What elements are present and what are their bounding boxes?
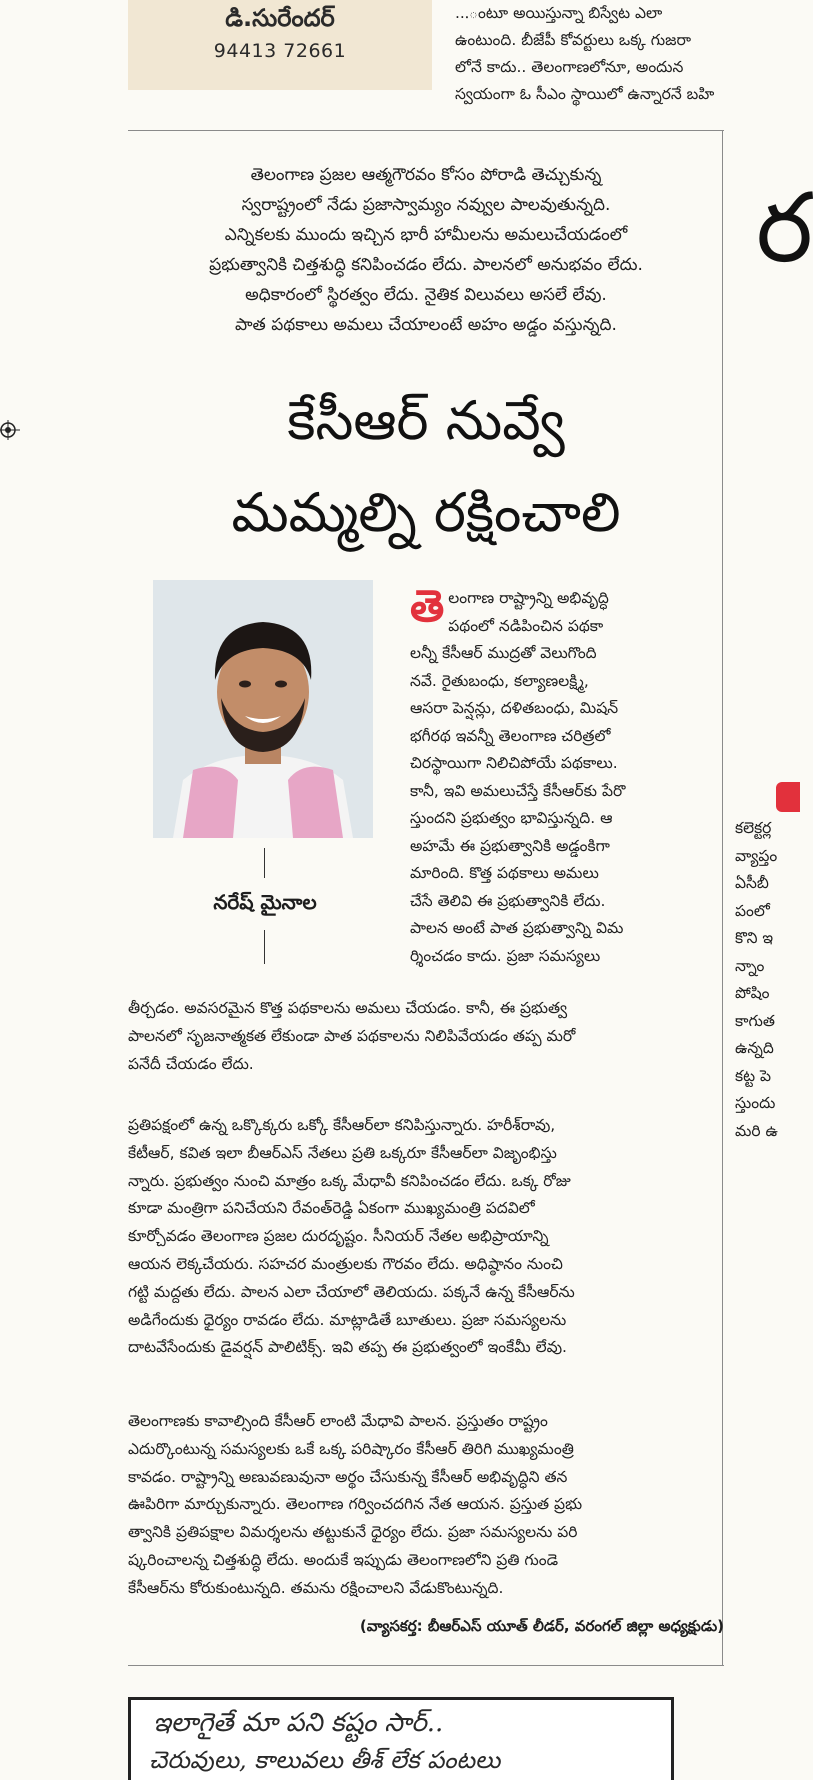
paragraph-1 [128, 995, 724, 1078]
text-line: పంలో [735, 901, 770, 920]
text-line: కావడం. రాష్ట్రాన్ని అణువణువునా అర్థం చేసుకున్న కేసీఆర్ అభివృద్ధిని తన [128, 1467, 568, 1486]
text-line: ఏసీబీ [735, 874, 769, 892]
text-line: స్వయంగా ఓ సీఎం స్థాయిలో ఉన్నారనే బహి [455, 85, 715, 103]
text-line: స్తుందని ప్రభుత్వం భావిస్తున్నది. ఆ [410, 809, 613, 827]
intro-line: అధికారంలో స్థిరత్వం లేదు. నైతిక విలువలు అసలే లేవు. [245, 285, 607, 305]
text-line: తెలంగాణకు కావాల్సింది కేసీఆర్ లాంటి మేధావి పాలన. ప్రస్తుతం రాష్ట్రం [128, 1412, 548, 1430]
headline-line: కేసీఆర్ నువ్వే [287, 389, 565, 452]
text-line: కేసీఆర్‌ను కోరుకుంటున్నది. తమను రక్షించాలని వేడుకొంటున్నది. [128, 1578, 504, 1597]
text-line: దాటవేసేందుకు డైవర్షన్ పాలిటిక్స్. ఇవి తప్ప ఈ ప్రభుత్వంలో ఇంకేమీ లేవు. [128, 1338, 567, 1357]
text-line: ఉన్నది [735, 1039, 774, 1057]
right-column-fragment [735, 815, 800, 1145]
text-line: కూర్చోవడం తెలంగాణ ప్రజల దురదృష్టం. సీనియర్ నేతల అభిప్రాయాన్ని [128, 1227, 549, 1246]
article-headline [128, 375, 724, 559]
text-line: ...ంటూ అయిస్తున్నా బిస్వేట ఎలా [455, 4, 663, 22]
text-line: మారింది. కొత్త పథకాలు అమలు [410, 864, 599, 882]
divider-top [128, 130, 724, 131]
text-line: అహమే ఈ ప్రభుత్వానికి అడ్డంకిగా [410, 836, 610, 855]
divider-bottom [128, 1665, 724, 1666]
text-line: వ్యాప్తం [735, 846, 778, 865]
text-line: న్నాం [735, 956, 765, 975]
article-intro [128, 160, 724, 340]
text-line: స్తుందు [735, 1094, 776, 1112]
text-line: ప్రతిపక్షంలో ఉన్న ఒక్కొక్కరు ఒక్కో కేసీఆర్‌లా కనిపిస్తున్నారు. హరీశ్‌రావు, [128, 1116, 556, 1134]
text-line: పథంలో నడిపించిన పథకా [448, 616, 604, 635]
cartoon-caption-line2: చెరువులు, కాలువలు తీశ్ లేక పంటలు [149, 1746, 501, 1774]
headline-line: మమ్మల్ని రక్షించాలి [231, 481, 621, 544]
top-right-text [455, 0, 800, 108]
paragraph-3 [128, 1408, 724, 1603]
text-line: పాలన అంటే పాత ప్రభుత్వాన్ని విమ [410, 919, 624, 937]
byline-rule-top [264, 848, 265, 878]
text-line: మరి ఉ [735, 1121, 778, 1140]
text-line: లన్నీ కేసీఆర్ ముద్రతో వెలుగొంది [410, 644, 597, 662]
text-line: త్వానికి ప్రతిపక్షాల విమర్శలను తట్టుకునే ధైర్యం లేదు. ప్రజా సమస్యలను పరి [128, 1523, 578, 1542]
author-phone: 94413 72661 [213, 40, 347, 62]
text-line: నవే. రైతుబంధు, కల్యాణలక్ష్మి, [410, 671, 589, 690]
registration-mark-icon [0, 420, 20, 440]
intro-line: ఎన్నికలకు ముందు ఇచ్చిన భారీ హామీలను అమలుచేయడంలో [224, 225, 628, 245]
text-line: తీర్చడం. అవసరమైన కొత్త పథకాలను అమలు చేయడం. కానీ, ఈ ప్రభుత్వ [128, 999, 568, 1017]
text-line: పోషిం [735, 984, 770, 1002]
author-photo [153, 580, 373, 838]
text-line: ష్కరించాలన్న చిత్తశుద్ధి లేదు. అందుకే ఇప్పుడు తెలంగాణలోని ప్రతి గుండె [128, 1550, 559, 1569]
author-name: డి.సురేందర్ [225, 4, 335, 32]
byline-rule-bottom [264, 930, 265, 964]
intro-line: ప్రభుత్వానికి చిత్తశుద్ధి కనిపించడం లేదు. పాలనలో అనుభవం లేదు. [209, 255, 643, 275]
article-column-text [410, 581, 690, 970]
text-line: ఉంటుంది. బీజేపీ కోవర్టులు ఒక్క గుజరా [455, 31, 691, 49]
dropcap: తె [410, 581, 445, 632]
author-box [128, 0, 432, 90]
text-line: చేసే తెలివి ఈ ప్రభుత్వానికి లేదు. [410, 891, 606, 910]
byline-name: నరేష్ మైనాల [213, 890, 317, 914]
text-line: కొని ఇ [735, 929, 774, 947]
intro-line: పాత పథకాలు అమలు చేయాలంటే అహం అడ్డం వస్తున్నది. [235, 315, 617, 335]
text-line: కలెక్టర్ల [735, 819, 772, 837]
text-line: కూడా మంత్రిగా పనిచేయని రేవంత్‌రెడ్డి ఏకంగా ముఖ్యమంత్రి పదవిలో [128, 1199, 535, 1218]
intro-line: స్వరాష్ట్రంలో నేడు ప్రజాస్వామ్యం నవ్వుల పాలవుతున్నది. [241, 195, 611, 215]
text-line: ఆయన లెక్కచేయరు. సహచర మంత్రులకు గౌరవం లేదు. అధిష్ఠానం నుంచి [128, 1254, 563, 1273]
right-dropcap-fragment [776, 782, 800, 812]
intro-line: తెలంగాణ ప్రజల ఆత్మగౌరవం కోసం పోరాడి తెచ్చుకున్న [250, 165, 602, 185]
text-line: లోనే కాదు.. తెలంగాణలోనూ, అందున [455, 58, 684, 76]
text-line: ఊపిరిగా మార్చుకున్నారు. తెలంగాణ గర్వించదగిన నేత ఆయన. ప్రస్తుత ప్రభు [128, 1495, 583, 1514]
text-line: భగీరథ ఇవన్నీ తెలంగాణ చరిత్రలో [410, 726, 611, 745]
text-line: లంగాణ రాష్ట్రాన్ని అభివృద్ధి [448, 589, 609, 607]
right-headline-fragment: ర [756, 172, 813, 284]
paragraph-2 [128, 1112, 724, 1362]
text-line: అడిగేందుకు ధైర్యం రావడం లేదు. మాట్లాడితే బూతులు. ప్రజా సమస్యలను [128, 1310, 567, 1329]
text-line: ఎదుర్కొంటున్న సమస్యలకు ఒకే ఒక్క పరిష్కారం కేసీఆర్ తిరిగి ముఖ్యమంత్రి [128, 1439, 574, 1458]
text-line: పాలనలో సృజనాత్మకత లేకుండా పాత పథకాలను నిలిపివేయడం తప్ప మరో [128, 1026, 576, 1045]
text-line: న్నారు. ప్రభుత్వం నుంచి మాత్రం ఒక్క మేధావీ కనిపించడం లేదు. ఒక్క రోజు [128, 1171, 571, 1190]
text-line: పనేదీ చేయడం లేదు. [128, 1054, 254, 1073]
cartoon-caption-line1: ఇలాగైతే మా పని కష్టం సార్.. [153, 1708, 444, 1738]
author-credit: (వ్యాసకర్త: బీఆర్‌ఎస్ యూత్ లీడర్, వరంగల్ జిల్లా అధ్యక్షుడు) [359, 1617, 724, 1635]
cartoon-panel [128, 1697, 674, 1780]
text-line: ర్శించడం కాదు. ప్రజా సమస్యలు [410, 946, 601, 965]
text-line: కట్ట పె [735, 1066, 772, 1085]
text-line: కానీ, ఇవి అమలుచేస్తే కేసీఆర్‌కు పేరొ [410, 781, 626, 800]
text-line: కేటీఆర్, కవిత ఇలా బీఆర్‌ఎస్ నేతలు ప్రతి ఒక్కరూ కేసీఆర్‌లా విజృంభిస్తు [128, 1143, 557, 1162]
text-line: గట్టి మద్దతు లేదు. పాలన ఎలా చేయాలో తెలియదు. పక్కనే ఉన్న కేసీఆర్‌ను [128, 1282, 575, 1301]
text-line: చిరస్థాయిగా నిలిచిపోయే పథకాలు. [410, 754, 618, 772]
text-line: కాగుత [735, 1011, 775, 1030]
text-line: ఆసరా పెన్షన్లు, దళితబంధు, మిషన్ [410, 699, 619, 717]
